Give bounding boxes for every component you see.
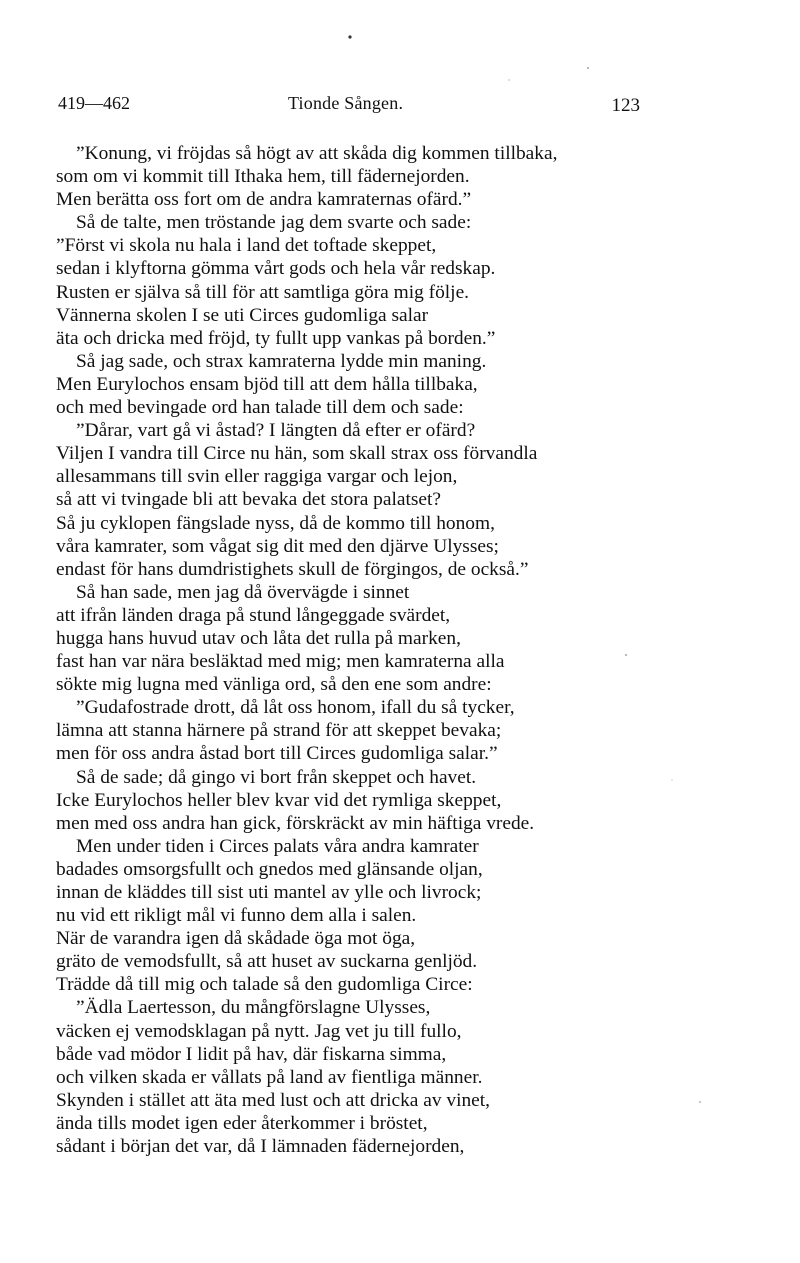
verse-line: Icke Eurylochos heller blev kvar vid det rymliga skeppet, [56,789,502,811]
verse-line: som om vi kommit till Ithaka hem, till fädernejorden. [56,166,470,188]
verse-line: endast för hans dumdristighets skull de förgingos, de också.” [56,558,529,580]
verse-line: väcken ej vemodsklagan på nytt. Jag vet ju till fullo, [56,1020,462,1042]
verse-line: ”Gudafostrade drott, då låt oss honom, ifall du så tycker, [76,697,515,719]
verse-line: men med oss andra han gick, förskräckt av min häftiga vrede. [56,812,535,834]
verse-line: innan de kläddes till sist uti mantel av ylle och livrock; [56,882,482,903]
verse-line: ända tills modet igen eder återkommer i bröstet, [56,1112,428,1134]
verse-line: Skynden i stället att äta med lust och att dricka av vinet, [56,1089,491,1111]
verse-line: äta och dricka med fröjd, ty fullt upp vankas på borden.” [56,327,496,349]
verse-line: Rusten er själva så till för att samtliga göra mig följe. [56,281,470,303]
page-number: 123 [611,95,640,116]
verse-line: ”Dårar, vart gå vi åstad? I längten då efter er ofärd? [76,420,476,442]
verse-line: både vad mödor I lidit på hav, där fiskarna simma, [56,1043,447,1065]
verse-line: och vilken skada er vållats på land av fientliga männer. [56,1066,483,1088]
verse-line: hugga hans huvud utav och låta det rulla på marken, [56,627,461,649]
verse-line: ”Konung, vi fröjdas så högt av att skåda dig kommen tillbaka, [76,143,558,164]
verse-line: gräto de vemodsfullt, så att huset av suckarna genljöd. [56,951,478,973]
poem-body [56,142,656,1158]
verse-line: allesammans till svin eller raggiga vargar och lejon, [56,466,458,488]
verse-line: Men berätta oss fort om de andra kamraternas ofärd.” [56,189,472,211]
chapter-title: Tionde Sången. [288,93,404,113]
verse-line: sådant i början det var, då I lämnaden fädernejorden, [56,1136,465,1158]
verse-line: Vännerna skolen I se uti Circes gudomliga salar [56,304,429,326]
line-range: 419—462 [58,93,130,113]
verse-line: Så jag sade, och strax kamraterna lydde min maning. [76,350,487,372]
verse-line: Så de sade; då gingo vi bort från skeppet och havet. [76,766,477,788]
verse-line: När de varandra igen då skådade öga mot öga, [56,928,416,950]
verse-line: att ifrån länden draga på stund långeggade svärdet, [56,604,451,626]
verse-line: våra kamrater, som vågat sig dit med den djärve Ulysses; [56,535,499,557]
verse-line: så att vi tvingade bli att bevaka det stora palatset? [56,489,441,511]
verse-line: nu vid ett rikligt mål vi funno dem alla i salen. [56,905,417,927]
verse-line: fast han var nära besläktad med mig; men kamraterna alla [56,651,505,673]
verse-line: Så han sade, men jag då övervägde i sinnet [76,581,410,603]
verse-line: badades omsorgsfullt och gnedos med glänsande oljan, [56,858,483,880]
verse-line: ”Först vi skola nu hala i land det toftade skeppet, [56,235,437,257]
verse-line: men för oss andra åstad bort till Circes gudomliga salar.” [56,743,498,765]
verse-line: Men Eurylochos ensam bjöd till att dem hålla tillbaka, [56,373,478,395]
running-header [58,93,640,123]
verse-line: sökte mig lugna med vänliga ord, så den ene som andre: [56,674,492,696]
verse-line: och med bevingade ord han talade till dem och sade: [56,397,464,419]
verse-line: ”Ädla Laertesson, du mångförslagne Ulysses, [76,997,431,1019]
verse-line: lämna att stanna härnere på strand för att skeppet bevaka; [56,720,502,742]
verse-line: Viljen I vandra till Circe nu hän, som skall strax oss förvandla [56,443,538,465]
verse-line: Så de talte, men tröstande jag dem svarte och sade: [76,212,472,234]
verse-line: Så ju cyklopen fängslade nyss, då de kommo till honom, [56,512,495,534]
verse-line: sedan i klyftorna gömma vårt gods och hela vår redskap. [56,258,496,280]
verse-line: Trädde då till mig och talade så den gudomliga Circe: [56,974,473,996]
verse-line: Men under tiden i Circes palats våra andra kamrater [76,835,479,857]
